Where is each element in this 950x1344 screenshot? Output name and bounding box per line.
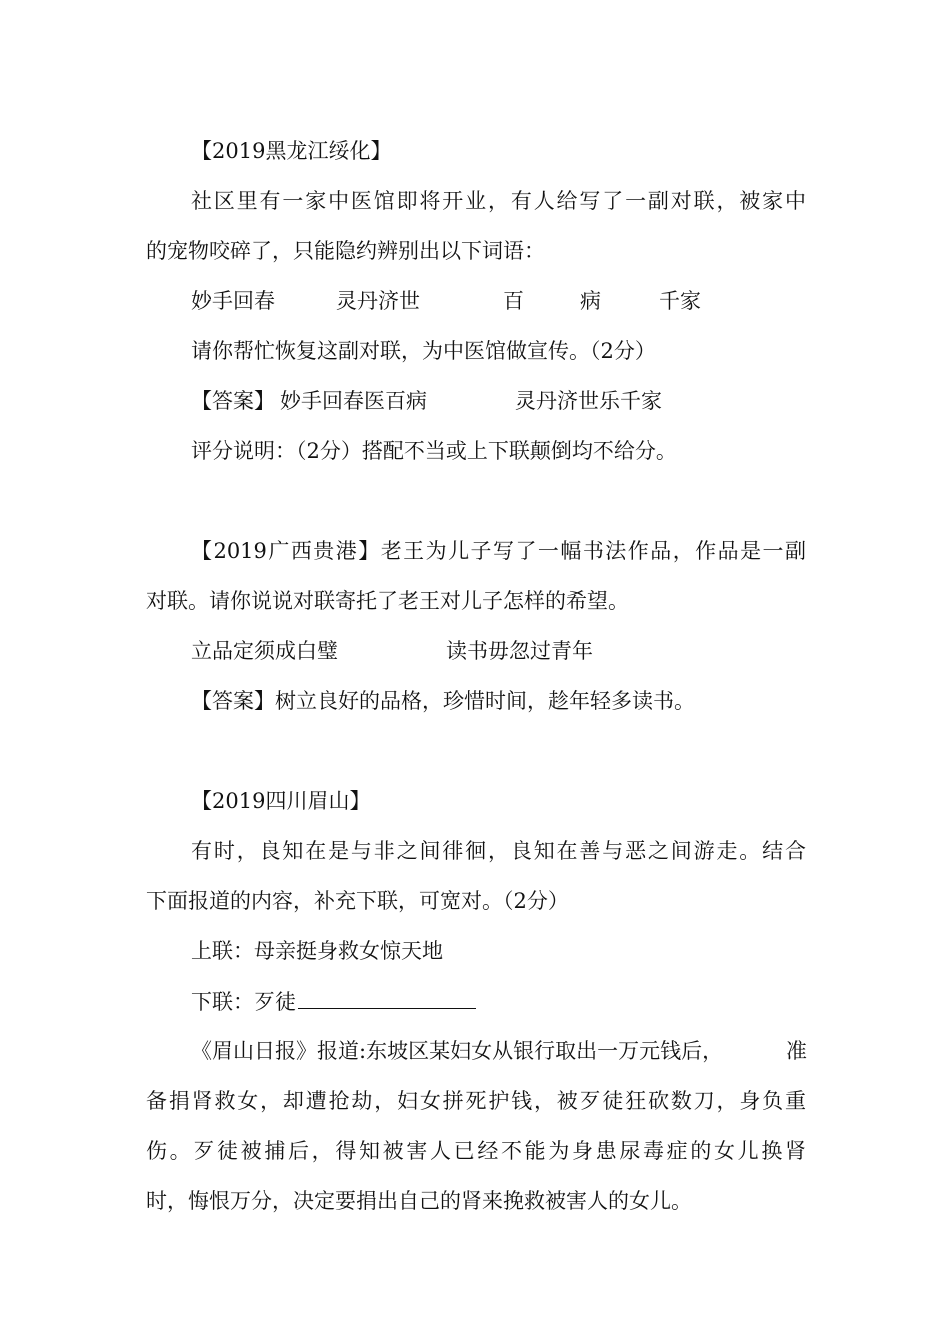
question-text: 下面报道的内容，补充下联，可宽对。（2分） xyxy=(146,889,569,913)
report-text: 备捐肾救女，却遭抢劫，妇女拼死护钱，被歹徒狂砍数刀，身负重 xyxy=(146,1089,806,1113)
lower-couplet-label: 下联：歹徒 xyxy=(191,990,296,1014)
couplet-word: 百 xyxy=(503,289,524,313)
lower-couplet xyxy=(191,986,476,1017)
section-heading: 【2019黑龙江绥化】 xyxy=(191,139,392,163)
report-text: 《眉山日报》报道:东坡区某妇女从银行取出一万元钱后， xyxy=(191,1039,724,1063)
question-text: 社区里有一家中医馆即将开业，有人给写了一副对联，被家中 xyxy=(191,189,806,213)
answer-text: 妙手回春医百病 xyxy=(280,389,427,413)
couplet-word: 千家 xyxy=(659,289,701,313)
question-text xyxy=(191,536,806,566)
couplet-word: 病 xyxy=(580,289,601,313)
section-heading: 【2019四川眉山】 xyxy=(191,789,371,813)
couplet-word: 灵丹济世 xyxy=(336,289,420,313)
scoring-note: 评分说明：（2分）搭配不当或上下联颠倒均不给分。 xyxy=(191,439,677,463)
couplet-text: 立品定须成白璧 xyxy=(191,639,338,663)
answer-text: 【答案】树立良好的品格，珍惜时间，趁年轻多读书。 xyxy=(191,689,695,713)
question-text: 有时，良知在是与非之间徘徊，良知在善与恶之间游走。结合 xyxy=(191,839,806,863)
upper-couplet: 上联：母亲挺身救女惊天地 xyxy=(191,939,443,963)
report-text: 准 xyxy=(786,1039,807,1063)
couplet-text: 读书毋忽过青年 xyxy=(446,639,593,663)
answer-label: 【答案】 xyxy=(191,389,275,413)
question-text: 的宠物咬碎了，只能隐约辨别出以下词语： xyxy=(146,239,545,263)
section-heading: 【2019广西贵港】 xyxy=(191,539,381,563)
question-text: 对联。请你说说对联寄托了老王对儿子怎样的希望。 xyxy=(146,589,629,613)
couplet-word: 妙手回春 xyxy=(191,289,275,313)
question-text: 老王为儿子写了一幅书法作品，作品是一副 xyxy=(380,539,806,563)
report-text: 伤。歹徒被捕后，得知被害人已经不能为身患尿毒症的女儿换肾 xyxy=(146,1139,806,1163)
prompt-text: 请你帮忙恢复这副对联，为中医馆做宣传。（2分） xyxy=(191,339,656,363)
report-text: 时，悔恨万分，决定要捐出自己的肾来挽救被害人的女儿。 xyxy=(146,1189,692,1213)
answer-text: 灵丹济世乐千家 xyxy=(515,389,662,413)
answer-blank[interactable] xyxy=(298,986,476,1009)
